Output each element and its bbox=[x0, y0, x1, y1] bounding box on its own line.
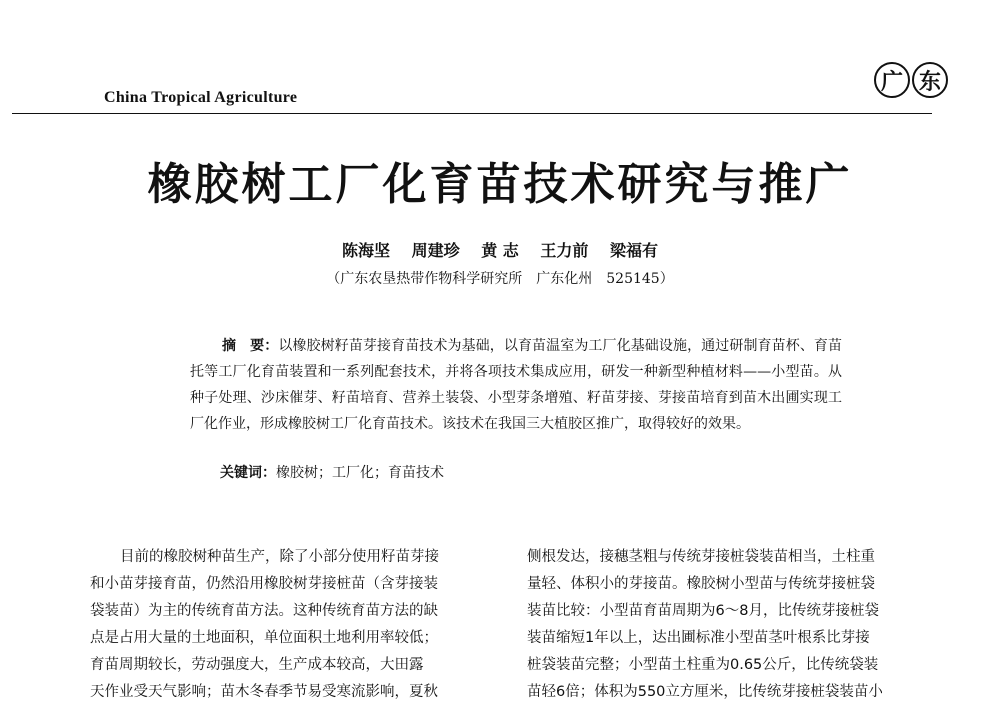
body-column-left bbox=[90, 544, 490, 706]
body-line: 天作业受天气影响；苗木冬春季节易受寒流影响，夏秋 bbox=[90, 684, 438, 700]
abstract-label: 摘 要： bbox=[222, 338, 279, 354]
paper-title: 橡胶树工厂化育苗技术研究与推广 bbox=[147, 159, 853, 210]
author-name: 王力前 bbox=[540, 241, 589, 260]
body-line: 桩袋装苗完整；小型苗土柱重为0.65公斤，比传统袋装 bbox=[527, 657, 879, 673]
body-line: 侧根发达，接穗茎粗与传统芽接桩袋装苗相当，土柱重 bbox=[527, 549, 875, 565]
keywords-label: 关键词： bbox=[220, 465, 276, 481]
region-char-guang: 广 bbox=[874, 62, 910, 98]
author-name: 周建珍 bbox=[411, 241, 460, 260]
region-badge bbox=[874, 62, 948, 98]
abstract bbox=[190, 333, 842, 437]
body-line: 目前的橡胶树种苗生产，除了小部分使用籽苗芽接 bbox=[120, 549, 439, 565]
author-list bbox=[0, 238, 1000, 261]
body-column-right bbox=[527, 544, 927, 706]
author-name: 陈海坚 bbox=[342, 241, 391, 260]
body-line: 育苗周期较长，劳动强度大，生产成本较高，大田露 bbox=[90, 657, 424, 673]
body-line: 装苗缩短1年以上，达出圃标准小型苗茎叶根系比芽接 bbox=[527, 630, 870, 646]
body-line: 装苗比较：小型苗育苗周期为6～8月，比传统芽接桩袋 bbox=[527, 603, 879, 619]
author-name: 梁福有 bbox=[609, 241, 658, 260]
region-char-dong: 东 bbox=[912, 62, 948, 98]
keywords bbox=[220, 462, 444, 482]
keywords-text: 橡胶树；工厂化；育苗技术 bbox=[276, 465, 444, 481]
affiliation: （广东农垦热带作物科学研究所 广东化州 525145） bbox=[326, 271, 674, 287]
body-line: 袋装苗）为主的传统育苗方法。这种传统育苗方法的缺 bbox=[90, 603, 438, 619]
body-line: 苗轻6倍；体积为550立方厘米，比传统芽接桩袋装苗小 bbox=[527, 684, 883, 700]
body-line: 和小苗芽接育苗，仍然沿用橡胶树芽接桩苗（含芽接装 bbox=[90, 576, 438, 592]
journal-name: China Tropical Agriculture bbox=[104, 89, 298, 106]
body-line: 量轻、体积小的芽接苗。橡胶树小型苗与传统芽接桩袋 bbox=[527, 576, 875, 592]
author-name: 黄 志 bbox=[481, 241, 519, 260]
abstract-text: 以橡胶树籽苗芽接育苗技术为基础，以育苗温室为工厂化基础设施，通过研制育苗杯、育苗托等工厂化育苗装置和一系列配套技术，并将各项技术集成应用，研发一种新型种植材料——小型苗。从种子处理、沙床催芽、籽苗培育、营养土装袋、小型芽条增殖、籽苗芽接、芽接苗培育到苗木出圃实现工厂化作业，形成橡胶树工厂化育苗技术。该技术在我国三大植胶区推广，取得较好的效果。 bbox=[190, 338, 843, 432]
body-line: 点是占用大量的土地面积，单位面积土地利用率较低； bbox=[90, 630, 438, 646]
header-rule bbox=[12, 113, 932, 114]
